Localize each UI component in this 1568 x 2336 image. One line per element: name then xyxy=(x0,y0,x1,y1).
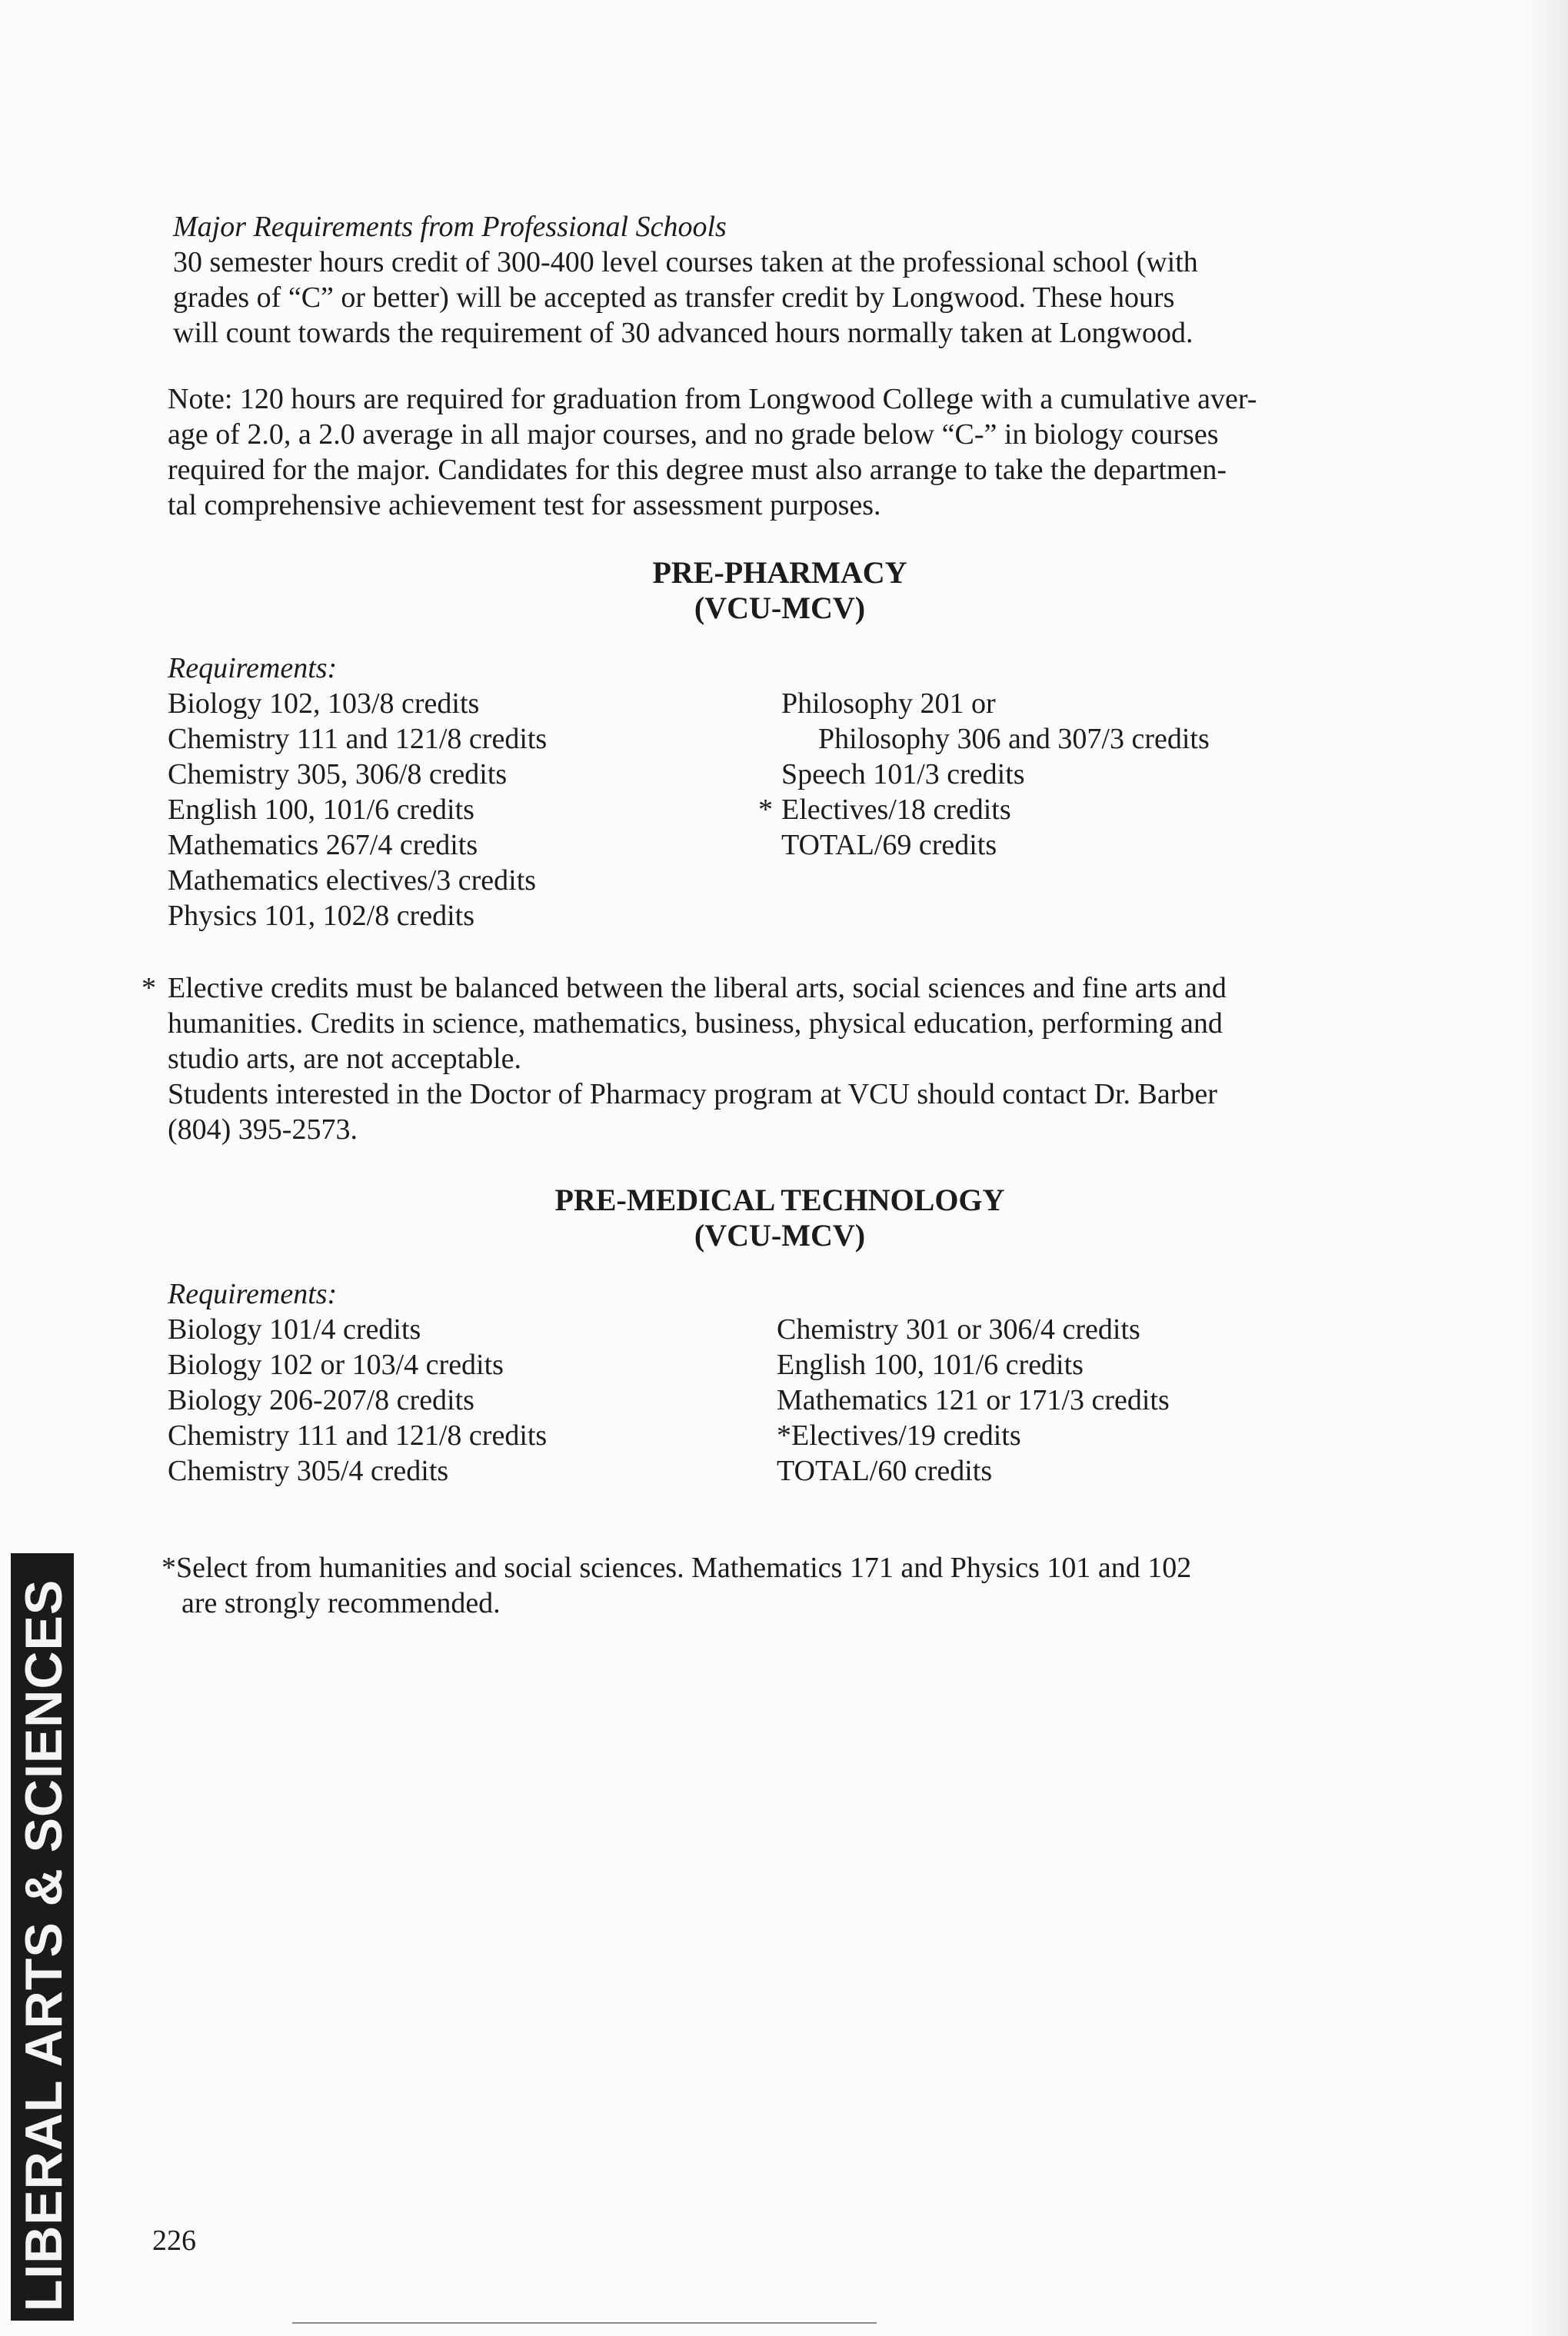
pre-med-tech-right-column xyxy=(777,1312,1170,1489)
requirement-item: English 100, 101/6 credits xyxy=(168,794,474,826)
heading-subtitle: (VCU-MCV) xyxy=(694,1218,866,1253)
requirement-item: Mathematics 121 or 171/3 credits xyxy=(777,1384,1170,1416)
requirement-item: Chemistry 305/4 credits xyxy=(168,1455,449,1487)
paragraph-line: grades of “C” or better) will be accepted as transfer credit by Longwood. These hours xyxy=(173,281,1175,314)
asterisk-marker: * xyxy=(141,972,156,1004)
paragraph-line: age of 2.0, a 2.0 average in all major courses, and no grade below “C-” in biology courses xyxy=(168,418,1219,451)
bottom-rule xyxy=(292,2322,877,2324)
paragraph-line: studio arts, are not acceptable. xyxy=(168,1043,522,1075)
requirement-item-electives xyxy=(758,792,1210,827)
graduation-note xyxy=(168,381,1421,523)
heading-title: PRE-PHARMACY xyxy=(652,555,907,590)
requirement-item: Biology 102 or 103/4 credits xyxy=(168,1349,504,1381)
asterisk-marker: * xyxy=(758,794,773,826)
requirement-item: Philosophy 201 or xyxy=(781,687,996,720)
requirement-item: Chemistry 305, 306/8 credits xyxy=(168,758,508,790)
requirement-item: Philosophy 306 and 307/3 credits xyxy=(818,723,1210,755)
requirement-item: Speech 101/3 credits xyxy=(781,758,1025,790)
heading-subtitle: (VCU-MCV) xyxy=(694,591,866,625)
requirement-item: Chemistry 301 or 306/4 credits xyxy=(777,1313,1140,1346)
section-subheading: Major Requirements from Professional Schools xyxy=(173,211,727,243)
paragraph-line: humanities. Credits in science, mathematics, business, physical education, performing and xyxy=(168,1007,1223,1040)
requirement-total: TOTAL/60 credits xyxy=(777,1455,993,1487)
paragraph-line: Note: 120 hours are required for graduation from Longwood College with a cumulative aver- xyxy=(168,383,1257,415)
pre-medical-technology-heading xyxy=(395,1183,1164,1253)
page-number: 226 xyxy=(152,2225,196,2257)
requirement-item: Physics 101, 102/8 credits xyxy=(168,900,474,932)
electives-selection-footnote xyxy=(161,1550,1423,1621)
requirement-item: *Electives/19 credits xyxy=(777,1419,1021,1452)
pre-pharmacy-left-column xyxy=(168,686,547,933)
requirement-item: Biology 101/4 credits xyxy=(168,1313,421,1346)
requirement-item: Electives/18 credits xyxy=(781,794,1011,826)
requirement-total: TOTAL/69 credits xyxy=(781,829,997,861)
requirements-label: Requirements: xyxy=(168,1278,338,1310)
paragraph-line: *Select from humanities and social sciences. Mathematics 171 and Physics 101 and 102 xyxy=(161,1552,1192,1584)
pre-pharmacy-right-column xyxy=(758,686,1210,863)
paragraph-line: will count towards the requirement of 30 advanced hours normally taken at Longwood. xyxy=(173,317,1193,349)
paragraph-line: 30 semester hours credit of 300-400 level courses taken at the professional school (with xyxy=(173,246,1198,278)
requirements-label: Requirements: xyxy=(168,652,338,684)
side-tab-label: LIBERAL ARTS & SCIENCES xyxy=(15,1579,73,2312)
requirement-item: Biology 206-207/8 credits xyxy=(168,1384,474,1416)
requirement-item: Chemistry 111 and 121/8 credits xyxy=(168,1419,548,1452)
paragraph-line: Elective credits must be balanced between the liberal arts, social sciences and fine arts and xyxy=(168,972,1227,1004)
paragraph-line: (804) 395-2573. xyxy=(168,1113,358,1146)
requirement-item: Biology 102, 103/8 credits xyxy=(168,687,480,720)
paragraph-line: Students interested in the Doctor of Pharmacy program at VCU should contact Dr. Barber xyxy=(168,1078,1217,1110)
requirement-item: Mathematics electives/3 credits xyxy=(168,864,537,897)
requirement-item: English 100, 101/6 credits xyxy=(777,1349,1084,1381)
paragraph-line: required for the major. Candidates for this degree must also arrange to take the departmen- xyxy=(168,454,1227,486)
heading-title: PRE-MEDICAL TECHNOLOGY xyxy=(554,1183,1005,1217)
professional-schools-section xyxy=(173,209,1419,351)
paragraph-line: are strongly recommended. xyxy=(181,1587,501,1619)
pre-pharmacy-heading xyxy=(395,555,1164,626)
pre-med-tech-left-column xyxy=(168,1312,547,1489)
paragraph-line: tal comprehensive achievement test for assessment purposes. xyxy=(168,489,881,521)
requirement-item: Chemistry 111 and 121/8 credits xyxy=(168,723,548,755)
page-edge-shadow xyxy=(1522,0,1568,2336)
requirement-item: Mathematics 267/4 credits xyxy=(168,829,478,861)
electives-footnote xyxy=(141,970,1421,1147)
